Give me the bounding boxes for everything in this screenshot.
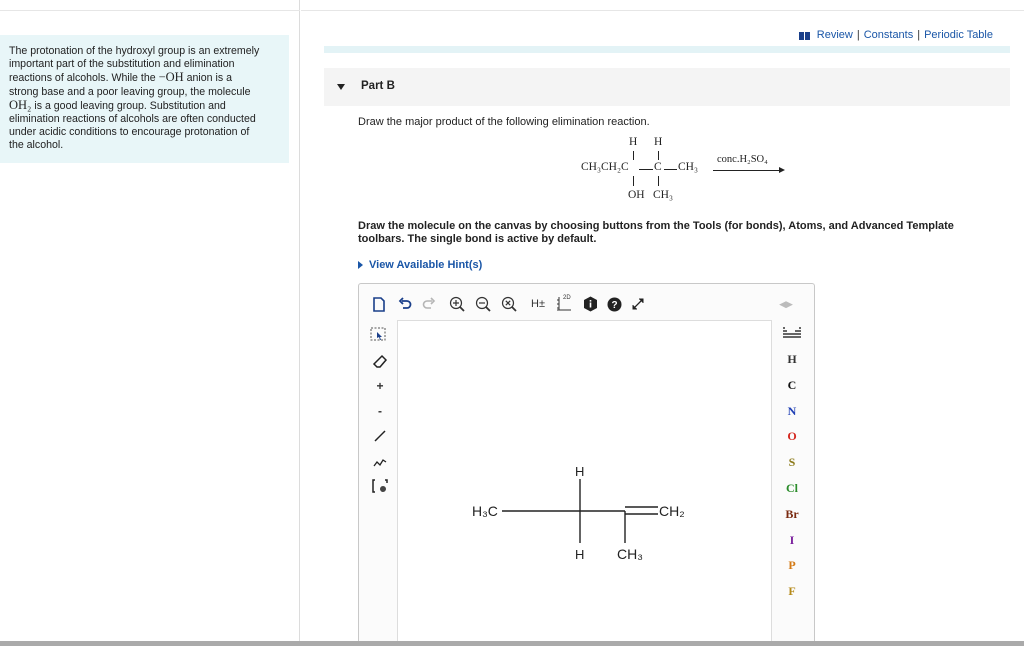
new-document-icon[interactable] bbox=[371, 296, 387, 312]
intro-text: is a good leaving group. Substitution and bbox=[31, 99, 226, 112]
intro-line: strong base and a poor leaving group, the molecule bbox=[9, 85, 251, 98]
divider bbox=[301, 10, 1024, 11]
divider bbox=[0, 10, 300, 11]
arrow-head-icon bbox=[779, 167, 785, 173]
hydroxide-formula: −OH bbox=[158, 70, 184, 85]
periodic-table-link[interactable]: Periodic Table bbox=[924, 29, 993, 41]
panel-arrows-icon[interactable]: ◀▶ bbox=[779, 298, 793, 309]
clean-2d-button[interactable] bbox=[555, 294, 575, 314]
separator: | bbox=[856, 29, 860, 41]
undo-icon[interactable] bbox=[397, 296, 413, 312]
atom-button-p[interactable]: P bbox=[788, 558, 796, 573]
periodic-table-icon[interactable] bbox=[782, 326, 802, 340]
atom-button-h[interactable]: H bbox=[787, 352, 797, 366]
atom-button-f[interactable]: F bbox=[788, 584, 796, 599]
resource-links bbox=[799, 29, 993, 41]
hint-toggle[interactable] bbox=[358, 259, 482, 271]
ch3-atom-label: CH₃ bbox=[617, 546, 643, 562]
zoom-in-icon[interactable] bbox=[448, 295, 466, 313]
separator: | bbox=[917, 29, 921, 41]
molecule-editor bbox=[358, 283, 815, 646]
carbon-label: C bbox=[654, 161, 662, 173]
charge-minus-button[interactable]: - bbox=[378, 404, 382, 418]
intro-line: elimination reactions of alcohols are often conducted bbox=[9, 113, 256, 126]
intro-line: The protonation of the hydroxyl group is an extremely bbox=[9, 45, 260, 57]
clean-2d-label: 2D bbox=[563, 295, 571, 301]
drawn-molecule[interactable] bbox=[398, 321, 771, 647]
bond-line bbox=[658, 151, 659, 160]
atoms-toolbar bbox=[772, 320, 814, 646]
intro-line bbox=[9, 99, 279, 113]
collapse-caret-icon[interactable] bbox=[337, 84, 345, 90]
hydroxyl-label: OH bbox=[628, 189, 645, 201]
substrate-chain bbox=[581, 161, 629, 173]
atom-button-cl[interactable]: Cl bbox=[786, 481, 798, 495]
review-link[interactable]: Review bbox=[816, 29, 853, 41]
redo-icon[interactable] bbox=[421, 296, 437, 312]
atom-button-n[interactable]: N bbox=[787, 403, 797, 418]
drawing-canvas[interactable] bbox=[397, 320, 772, 646]
atom-button-i[interactable]: I bbox=[789, 532, 795, 547]
methyl-label: CH₃ bbox=[653, 189, 673, 201]
intro-line: important part of the substitution and elimination bbox=[9, 58, 235, 71]
hydrogen-toggle-button[interactable]: H± bbox=[531, 298, 545, 310]
eraser-icon[interactable] bbox=[369, 351, 391, 371]
atom-button-br[interactable]: Br bbox=[785, 506, 799, 521]
bond-line bbox=[639, 169, 653, 170]
h3c-atom-label: H₃C bbox=[472, 503, 498, 519]
instructions: Draw the molecule on the canvas by choosing buttons from the Tools (for bonds), Atoms, and Advanced Template toolbars. The single bond is active by default. bbox=[358, 220, 954, 245]
intro-line: the alcohol. bbox=[9, 139, 64, 152]
template-tool-icon[interactable] bbox=[369, 476, 391, 496]
intro-text-box bbox=[0, 35, 289, 163]
reagent-label: conc.H₂SO₄ bbox=[717, 154, 768, 165]
intro-pane bbox=[0, 0, 300, 646]
svg-text:?: ? bbox=[610, 299, 618, 311]
chain-tool-icon[interactable] bbox=[369, 451, 391, 471]
hydrogen-label: H bbox=[629, 136, 638, 148]
bottom-scrollbar[interactable] bbox=[0, 641, 1024, 646]
hint-link[interactable]: View Available Hint(s) bbox=[369, 259, 483, 271]
progress-strip bbox=[324, 46, 1010, 53]
intro-text: reactions of alcohols. While the bbox=[9, 72, 159, 85]
reaction-arrow bbox=[713, 170, 779, 171]
bond-line bbox=[664, 169, 677, 170]
help-icon[interactable] bbox=[605, 295, 623, 313]
bond-line bbox=[658, 176, 659, 186]
single-bond-icon[interactable] bbox=[369, 426, 391, 446]
intro-line: under acidic conditions to encourage protonation of bbox=[9, 126, 250, 139]
atom-button-c[interactable]: C bbox=[787, 377, 797, 392]
water-formula: OH₂ bbox=[9, 97, 32, 112]
atom-button-s[interactable]: S bbox=[788, 455, 796, 470]
chain-fragment: CH₃CH₂C bbox=[581, 161, 629, 173]
question-pane bbox=[301, 0, 1024, 646]
constants-link[interactable]: Constants bbox=[863, 29, 914, 41]
charge-plus-button[interactable]: + bbox=[376, 379, 384, 393]
atom-button-o[interactable]: O bbox=[787, 429, 797, 444]
part-header[interactable] bbox=[324, 68, 1010, 106]
bond-line bbox=[633, 151, 634, 160]
question-text: Draw the major product of the following elimination reaction. bbox=[358, 116, 650, 128]
info-icon[interactable] bbox=[581, 295, 599, 313]
tools-toolbar bbox=[359, 320, 397, 646]
methyl-label: CH₃ bbox=[678, 161, 698, 173]
intro-line bbox=[9, 71, 279, 85]
ch2-atom-label: CH₂ bbox=[659, 503, 685, 519]
expand-icon[interactable] bbox=[629, 295, 647, 313]
reaction-scheme bbox=[571, 130, 801, 210]
book-icon bbox=[799, 31, 811, 40]
expand-caret-icon bbox=[358, 261, 363, 269]
part-title: Part B bbox=[361, 80, 395, 92]
hydrogen-atom-label: H bbox=[575, 547, 585, 562]
hydrogen-atom-label: H bbox=[575, 464, 585, 479]
intro-text: anion is a bbox=[183, 72, 232, 85]
zoom-out-icon[interactable] bbox=[474, 295, 492, 313]
top-toolbar bbox=[359, 284, 814, 320]
zoom-reset-icon[interactable] bbox=[500, 295, 518, 313]
bond-line bbox=[633, 176, 634, 186]
hydrogen-label: H bbox=[654, 136, 663, 148]
select-tool-icon[interactable] bbox=[369, 326, 391, 346]
